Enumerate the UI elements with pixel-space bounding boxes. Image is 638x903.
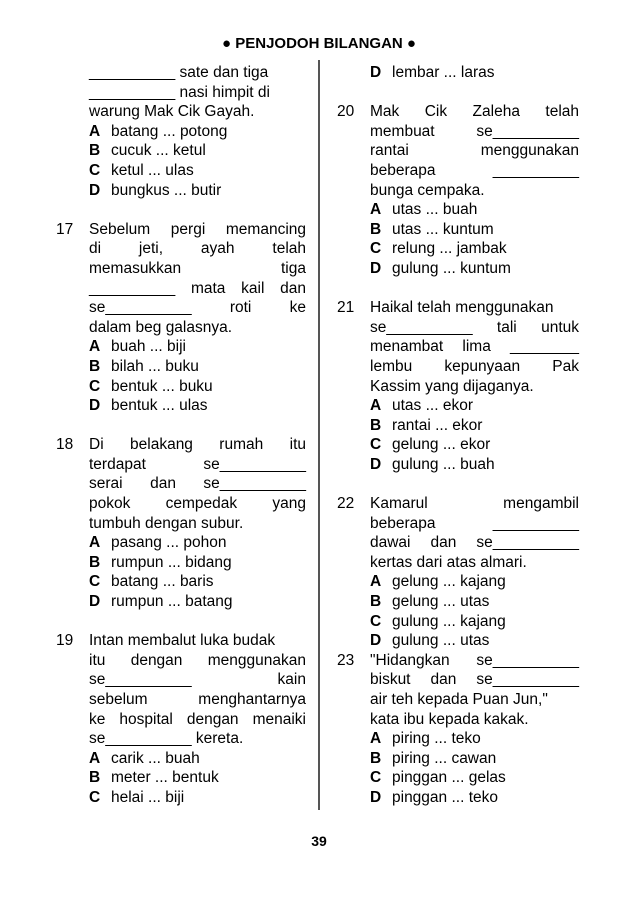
question-line: dawai dan se__________: [370, 534, 579, 552]
question-line: 20 Mak Cik Zaleha telah: [337, 103, 579, 121]
question-line: memasukkan tiga: [89, 259, 306, 277]
option-c[interactable]: C pinggan ... gelas: [370, 769, 506, 787]
question-line: beberapa __________: [370, 161, 579, 179]
option-d[interactable]: D bungkus ... butir: [89, 181, 222, 199]
option-d[interactable]: D gulung ... kuntum: [370, 259, 511, 277]
question-line: 23 "Hidangkan se__________: [337, 651, 579, 669]
option-a[interactable]: A piring ... teko: [370, 730, 481, 748]
question-19: [56, 631, 306, 807]
question-line: air teh kepada Puan Jun,": [370, 691, 548, 708]
question-line: Kassim yang dijaganya.: [370, 377, 534, 395]
option-c[interactable]: C batang ... baris: [89, 573, 214, 591]
question-line: 21 Haikal telah menggunakan: [337, 299, 554, 317]
question-19-continued: [337, 63, 579, 83]
question-line: 18 Di belakang rumah itu: [56, 436, 306, 454]
question-21: [337, 298, 579, 474]
option-c[interactable]: C bentuk ... buku: [89, 377, 213, 395]
question-number: 17: [56, 220, 74, 238]
option-d[interactable]: D lembar ... laras: [370, 64, 495, 81]
option-a[interactable]: A utas ... ekor: [370, 397, 473, 415]
question-line: tumbuh dengan subur.: [89, 514, 244, 532]
option-c[interactable]: C helai ... biji: [89, 788, 185, 806]
option-b[interactable]: B rumpun ... bidang: [89, 553, 232, 571]
option-b[interactable]: B gelung ... utas: [370, 593, 490, 611]
option-a[interactable]: A gelung ... kajang: [370, 573, 506, 591]
option-b[interactable]: B cucuk ... ketul: [89, 142, 206, 160]
question-line: se__________ kereta.: [89, 730, 244, 748]
question-line: di jeti, ayah telah: [89, 240, 306, 258]
question-line: lembu kepunyaan Pak: [370, 357, 579, 375]
option-b[interactable]: B meter ... bentuk: [89, 769, 219, 787]
option-d[interactable]: D gulung ... buah: [370, 455, 495, 473]
option-a[interactable]: A pasang ... pohon: [89, 534, 227, 552]
page-number: 39: [311, 833, 327, 849]
question-line: dalam beg galasnya.: [89, 318, 233, 336]
question-line: 22 Kamarul mengambil: [337, 495, 579, 513]
option-b[interactable]: B piring ... cawan: [370, 749, 497, 767]
question-number: 19: [56, 632, 74, 650]
question-line: kertas dari atas almari.: [370, 553, 527, 571]
question-number: 22: [337, 495, 355, 513]
question-line: terdapat se__________: [89, 455, 306, 473]
page-header: ● PENJODOH BILANGAN ●: [222, 35, 416, 52]
question-line: __________ sate dan tiga: [89, 64, 269, 81]
option-a[interactable]: A carik ... buah: [89, 749, 200, 767]
option-a[interactable]: A batang ... potong: [89, 122, 228, 140]
option-d[interactable]: D rumpun ... batang: [89, 593, 233, 611]
question-line: serai dan se__________: [89, 475, 306, 493]
option-b[interactable]: B rantai ... ekor: [370, 416, 483, 434]
question-line: sebelum menghantarnya: [89, 691, 306, 708]
question-18: [56, 435, 306, 611]
option-b[interactable]: B utas ... kuntum: [370, 220, 494, 238]
question-line: warung Mak Cik Gayah.: [89, 103, 255, 121]
option-c[interactable]: C gulung ... kajang: [370, 612, 506, 630]
option-d[interactable]: D pinggan ... teko: [370, 788, 498, 806]
question-20: [337, 102, 579, 278]
question-line: se__________ roti ke: [89, 299, 306, 317]
column-divider: [318, 60, 320, 810]
question-23: [337, 651, 579, 808]
question-16-continued: [56, 63, 306, 200]
option-d[interactable]: D gulung ... utas: [370, 632, 490, 650]
left-column: [56, 63, 306, 808]
question-line: membuat se__________: [370, 122, 579, 140]
question-line: ke hospital dengan menaiki: [89, 710, 306, 728]
option-c[interactable]: C relung ... jambak: [370, 240, 507, 258]
question-line: __________ mata kail dan: [89, 279, 306, 297]
right-column: [337, 63, 579, 808]
question-line: __________ nasi himpit di: [89, 83, 270, 101]
option-a[interactable]: A buah ... biji: [89, 338, 186, 356]
question-line: kata ibu kepada kakak.: [370, 710, 529, 728]
question-line: se__________ kain: [89, 671, 306, 689]
question-line: pokok cempedak yang: [89, 495, 306, 513]
question-line: se__________ tali untuk: [370, 318, 579, 336]
question-22: [337, 494, 579, 651]
question-line: rantai menggunakan: [370, 142, 579, 160]
question-17: [56, 220, 306, 416]
option-d[interactable]: D bentuk ... ulas: [89, 397, 208, 415]
question-number: 23: [337, 651, 355, 669]
question-line: 19 Intan membalut luka budak: [56, 632, 276, 650]
question-line: beberapa __________: [370, 514, 579, 532]
option-c[interactable]: C ketul ... ulas: [89, 161, 194, 179]
question-number: 21: [337, 299, 355, 317]
question-line: menambat lima ________: [370, 338, 579, 356]
option-b[interactable]: B bilah ... buku: [89, 357, 199, 375]
question-number: 20: [337, 103, 355, 121]
question-line: 17 Sebelum pergi memancing: [56, 220, 306, 238]
question-line: bunga cempaka.: [370, 181, 485, 199]
option-a[interactable]: A utas ... buah: [370, 201, 478, 219]
question-line: biskut dan se__________: [370, 671, 579, 689]
question-line: itu dengan menggunakan: [89, 651, 306, 669]
question-number: 18: [56, 436, 74, 454]
option-c[interactable]: C gelung ... ekor: [370, 436, 491, 454]
